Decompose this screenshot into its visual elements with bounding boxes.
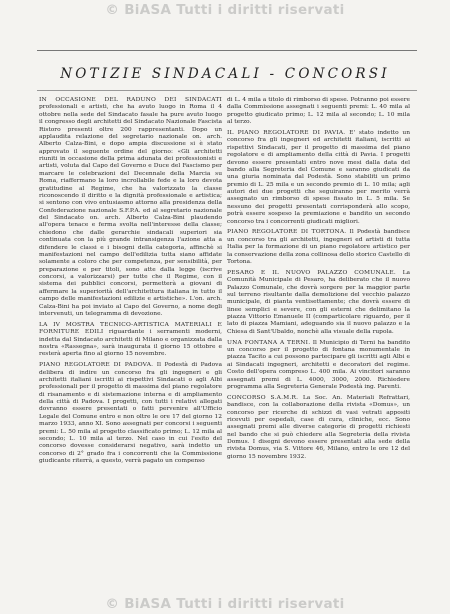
article-body: Il Podestà di Padova delibera di indire un concorso fra gli ingegneri e gli architetti italiani iscritti ai rispettivi Sindacati o agli Albi professionali per il progetto di massima del piano regolatore di risanamento e di sistemazione interna e di ampliamento della città di Padova. I progetti, con tutti i relativi allegati dovranno essere presentati o fatti pervenire all'Ufficio Legale del Comune entro e non oltre le ore 17 del giorno 12 marzo 1933, anno XI. Sono assegnati per concorsi i seguenti premi: L. 50 mila al progetto classificato primo; L. 12 mila al secondo; L. 10 mila al terzo. Nel caso in cui l'esito del concorso dovesse considerarsi negativo, sarà indetto un concorso di 2° grado fra i concorrenti che la Commissione giudicante riterrà, a questo, verrà pagato un compenso — [39, 362, 222, 464]
watermark-bottom — [0, 596, 450, 612]
article-body: riguardante i serramenti moderni, indetta dal Sindacato architetti di Milano e organizzata dalla nostra «Rassegna», sarà inaugurata il giorno 15 ottobre e resterà aperta fino al giorno 15 novembre. — [39, 329, 222, 358]
article-samr — [227, 395, 410, 461]
article-heading: CONCORSO S.A.M.R. — [227, 394, 299, 401]
top-rule — [37, 50, 417, 51]
article-body: La Soc. An. Materiali Refrattari, bandisce, con la collaborazione della rivista «Domus», un concorso per ricerche di schizzi di vasi vetrati appositi ricevuti per ospedali, case di cura, cliniche, ecc. Sono assegnati premi alle diverse categorie di progetti richiesti nel bando che si può chiedere alla Segreteria della rivista Domus. I disegni devono essere presentati alla sede della rivista Domus, via S. Vittore 46, Milano, entro le ore 12 del giorno 15 novembre 1932. — [227, 394, 410, 460]
article-terni — [227, 340, 410, 392]
article-body: Il Podestà bandisce un concorso tra gli architetti, ingegneri ed artisti di tutta Italia per la formazione di un piano regolatore artistico per la conservazione della zona collinosa dello storico Castello di Tortona. — [227, 229, 410, 265]
article-pesaro — [227, 270, 410, 336]
article-pavia — [227, 130, 410, 226]
article-mostra — [39, 322, 222, 359]
article-padova — [39, 362, 222, 465]
title-rule — [37, 90, 417, 91]
article-body: di L. 4 mila a titolo di rimborso di spese. Potranno poi essere dalla Commissione assegnati i seguenti premi: L. 40 mila al progetto giudicato primo; L. 12 mila al secondo; L. 10 mila al terzo. — [227, 97, 410, 126]
article-heading: IN OCCASIONE DEL RADUNO DEI SINDACATI — [39, 97, 222, 103]
right-column — [227, 97, 410, 587]
article-heading: PIANO REGOLATORE DI PADOVA. — [39, 362, 154, 369]
article-body: La Comunità Municipale di Pesaro, ha deliberato che il nuovo Palazzo Comunale, che dovrà sorgere per la maggior parte sul terreno risultante dalla demolizione del vecchio palazzo municipale, di pianta ventisettamente; che dovrà essere di linee semplici e severe, con gli esterni che delimitano la piazza Vittorio Emanuele II (comparticolare riguardo, per il lato di piazza Mamiani, adeguando sia il nuovo palazzo e la Chiesa di Sant'Ubaldo, nonchè alla visuale della rupola. — [227, 269, 410, 335]
article-tortona — [227, 229, 410, 266]
article-heading: LA IV MOSTRA TECNICO-ARTISTICA MATERIALI E FORNITURE EDILI — [39, 321, 222, 336]
watermark-top-text: © BiASA Tutti i diritti riservati — [105, 2, 345, 18]
page-title: NOTIZIE SINDACALI - CONCORSI — [60, 66, 390, 82]
watermark-top — [0, 2, 450, 18]
article-body: E' stato indetto un concorso fra gli ingegneri ed architetti italiani, iscritti ai rispettivi Sindacati, per il progetto di massima del piano regolatore e di ampliamento della città di Pavia. I progetti devono essere presentati entro nove mesi dalla data del bando alla Segreteria del Comune e saranno giudicati da una giuria nominata dal Podestà. Sono stabiliti un primo premio di L. 25 mila e un secondo premio di L. 10 mila; agli autori dei due progetti che seguiranno per merito verrà assegnato un rimborso di spese fissato in L. 5 mila. Se nessuno dei progetti presentati corrisponderà allo scopo, potrà essere sospeso la premiazione e bandito un secondo concorso tra i concorrenti giudicati migliori. — [227, 130, 410, 225]
article-body: professionali e artisti, che ha avuto luogo in Roma il 4 ottobre nella sede del Sindacato fasale ha pure avuto luogo il congresso degli architetti del Sindacato Nazionale Fascista Ristoro presenti oltre 200 rappresentanti. Dopo un applaudita relazione del segretario nazionale on. arch. Alberto Calza-Bini, e dopo ampia discussione si è stato approvato il seguente ordine del giorno: «Gli architetti riuniti in occasione della prima adunata dei professionisti e artisti, voluta dal Capo del Governo e Duce del Fascismo per marcare le celebrazioni del Decennale della Marcia su Roma, riaffermano la loro incrollabile fede e la loro devota gratitudine al Regime, che ha valorizzato la classe riconoscendo il diritto e la dignità professionale e artistica; si sentono con vivo entusiasmo attorno alla presidenza della Confederazione nazionale S.F.P.A. ed al segretario nazionale del Sindacato on. arch. Alberto Calza-Bini plaudendo all'opera tenace e ferma svolta nell'interesse della classe; chiedono che dalle gerarchie sindacali superiori sia continuata con la più grande intransigenza l'azione atta a difendere le classi e i bisogni della categoria, affinchè si manifestazioni nel campo dell'edilizia tutta siano affidate solamente a coloro che per competenza, per sensibilità, per preparazione e per titoli, sono atte dalla legge (iscrive concorsi, a valorizzarsi) per tutte che il Regime, con il sistema dei pubblici concorsi, permetterà a giovani di affermare la superiorità dell'architettura italiana in tutto il campo delle manifestazioni edilizie e artistiche». L'on. arch. Calza-Bini ha poi inviato al Capo del Governo, a nome degli intervenuti, un telegramma di devozione. — [39, 104, 222, 317]
article-heading: PESARO E IL NUOVO PALAZZO COMUNALE. — [227, 269, 396, 276]
left-column — [39, 97, 222, 587]
article-heading: PIANO REGOLATORE DI TORTONA. — [227, 229, 347, 236]
article-raduno — [39, 97, 222, 318]
article-heading: IL PIANO REGOLATORE DI PAVIA. — [227, 130, 346, 136]
article-body: Il Municipio di Terni ha bandito un concorso per il progetto di fontana monumentale in piazza Tacito a cui possono partecipare gli iscritti agli Albi e ai Sindacati ingegneri, architetti e decoratori del regime. Costo dell'opera compreso L. 400 mila. Ai vincitori saranno assegnati premi di L. 4000, 3000, 2000. Richiedere programma alla Segreteria Generale Podestà ing. Parenti. — [227, 339, 410, 390]
article-padova-continued — [227, 97, 410, 127]
article-heading: UNA FONTANA A TERNI. — [227, 339, 311, 346]
watermark-bottom-text: © BiASA Tutti i diritti riservati — [105, 596, 345, 612]
